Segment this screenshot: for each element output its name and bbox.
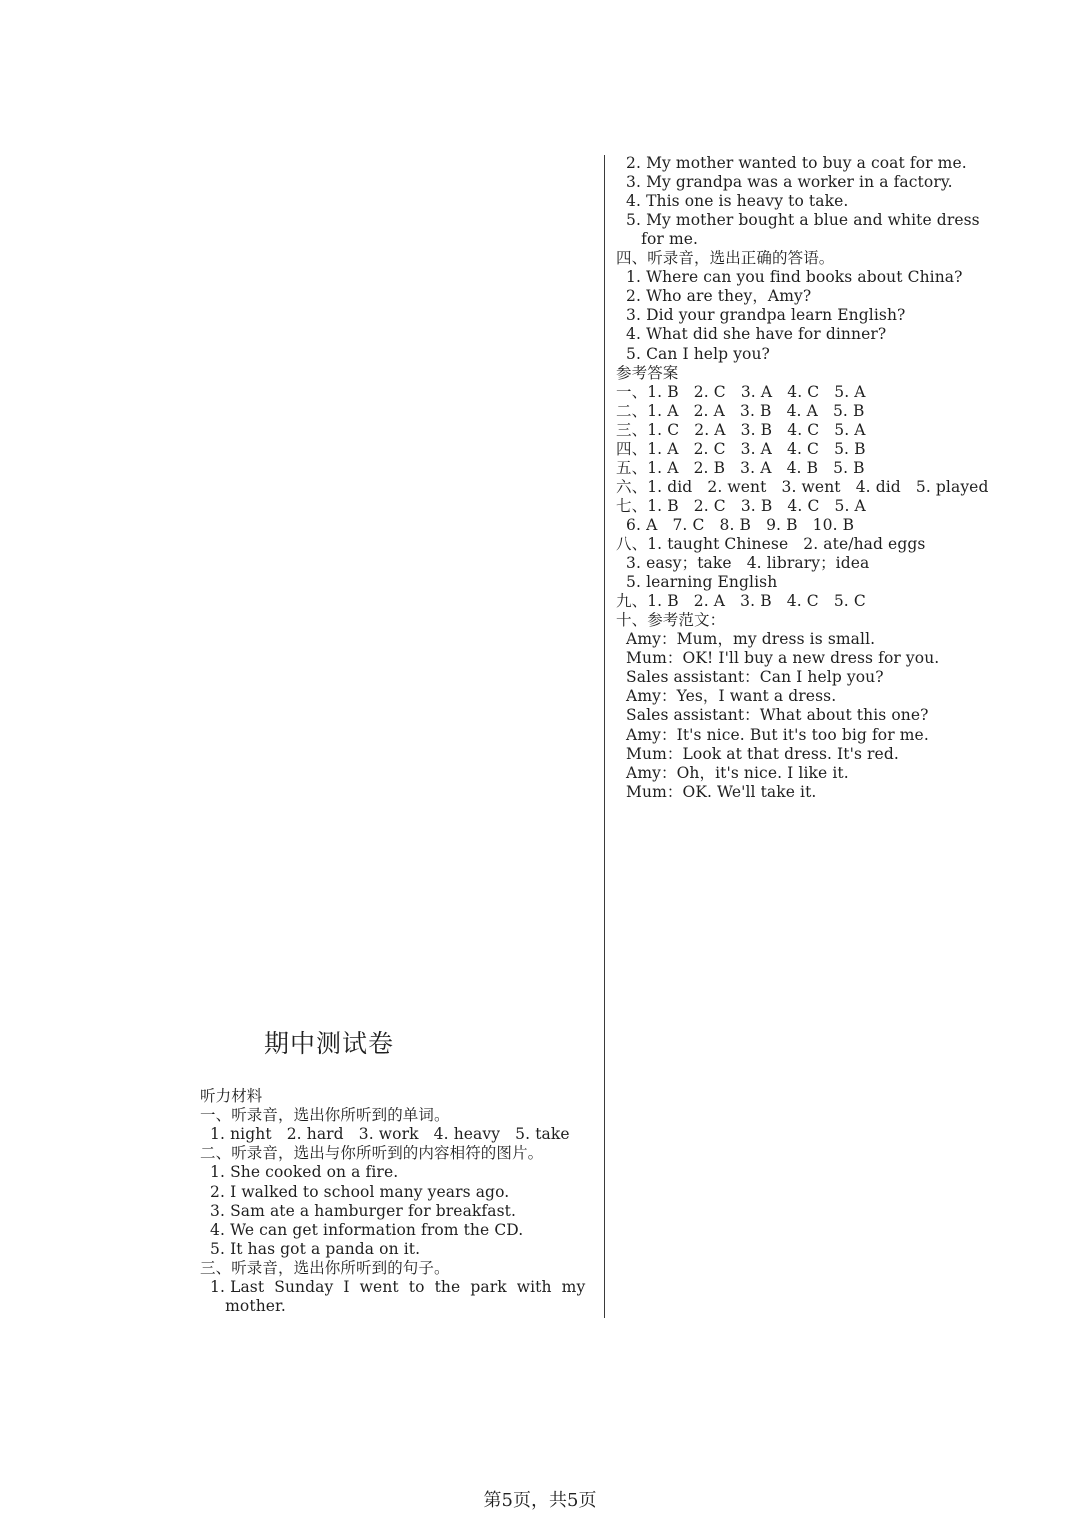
right-column-line: 3. easy；take 4. library；idea	[616, 554, 870, 573]
right-column-line: 三、1. C 2. A 3. B 4. C 5. A	[616, 420, 866, 439]
left-column-line: 5. It has got a panda on it.	[200, 1239, 421, 1258]
right-column-line: 5. My mother bought a blue and white dress	[616, 211, 980, 230]
left-column-line: 3. Sam ate a hamburger for breakfast.	[200, 1201, 516, 1220]
right-column-line: 七、1. B 2. C 3. B 4. C 5. A	[616, 496, 866, 515]
right-column-line: 参考答案	[616, 363, 679, 382]
right-column-line: for me.	[616, 230, 699, 249]
left-column-line: 1. She cooked on a fire.	[200, 1163, 399, 1182]
right-column-line: Amy：It's nice. But it's too big for me.	[616, 725, 929, 744]
column-divider	[604, 155, 605, 1318]
left-column-line: 4. We can get information from the CD.	[200, 1220, 524, 1239]
right-column-line: 4. This one is heavy to take.	[616, 192, 849, 211]
right-column-line: 八、1. taught Chinese 2. ate/had eggs	[616, 535, 926, 553]
right-column-line: Amy：Mum，my dress is small.	[616, 630, 876, 649]
right-column-line: 六、1. did 2. went 3. went 4. did 5. played	[616, 477, 989, 496]
right-column-line: 五、1. A 2. B 3. A 4. B 5. B	[616, 458, 865, 477]
right-column-line: 九、1. B 2. A 3. B 4. C 5. C	[616, 592, 866, 611]
right-column-line: 5. Can I help you?	[616, 344, 770, 363]
left-column-line: mother.	[200, 1297, 286, 1316]
right-column-line: 十、参考范文：	[616, 611, 726, 630]
right-column-line: Sales assistant：Can I help you?	[616, 668, 884, 687]
page-footer: 第5页，共5页	[483, 1490, 597, 1511]
right-column-line: 2. My mother wanted to buy a coat for me.	[616, 154, 967, 172]
right-column-line: 3. Did your grandpa learn English?	[616, 306, 906, 325]
right-column-line: Mum：OK. We'll take it.	[616, 782, 817, 801]
right-column-line: 四、1. A 2. C 3. A 4. C 5. B	[616, 439, 866, 458]
right-column-line: Mum：OK! I'll buy a new dress for you.	[616, 649, 940, 668]
right-column-line: 二、1. A 2. A 3. B 4. A 5. B	[616, 401, 865, 420]
right-column-line: Sales assistant：What about this one?	[616, 706, 929, 725]
left-column-line: 2. I walked to school many years ago.	[200, 1182, 510, 1201]
left-column-line: 三、听录音，选出你所听到的句子。	[200, 1258, 450, 1277]
right-column-line: Mum：Look at that dress. It's red.	[616, 744, 899, 763]
right-column-line: 3. My grandpa was a worker in a factory.	[616, 173, 953, 192]
left-column-line: 听力材料	[200, 1087, 263, 1105]
left-column-line: 二、听录音，选出与你所听到的内容相符的图片。	[200, 1144, 544, 1163]
right-column-line: 5. learning English	[616, 573, 778, 592]
left-column-line: 1. Last Sunday I went to the park with my	[200, 1278, 586, 1296]
right-column-line: 2. Who are they，Amy?	[616, 287, 812, 306]
left-column-line: 一、听录音，选出你所听到的单词。	[200, 1106, 450, 1125]
right-column-line: 4. What did she have for dinner?	[616, 325, 887, 344]
right-column-line: 6. A 7. C 8. B 9. B 10. B	[616, 515, 855, 534]
left-column-line: 1. night 2. hard 3. work 4. heavy 5. take	[200, 1125, 570, 1144]
right-column-line: Amy：Yes，I want a dress.	[616, 687, 837, 706]
section-heading: 期中测试卷	[264, 1029, 395, 1058]
right-column-line: Amy：Oh，it's nice. I like it.	[616, 763, 849, 782]
right-column-line: 一、1. B 2. C 3. A 4. C 5. A	[616, 382, 866, 401]
right-column-line: 1. Where can you find books about China?	[616, 268, 963, 287]
right-column-line: 四、听录音，选出正确的答语。	[616, 249, 835, 268]
